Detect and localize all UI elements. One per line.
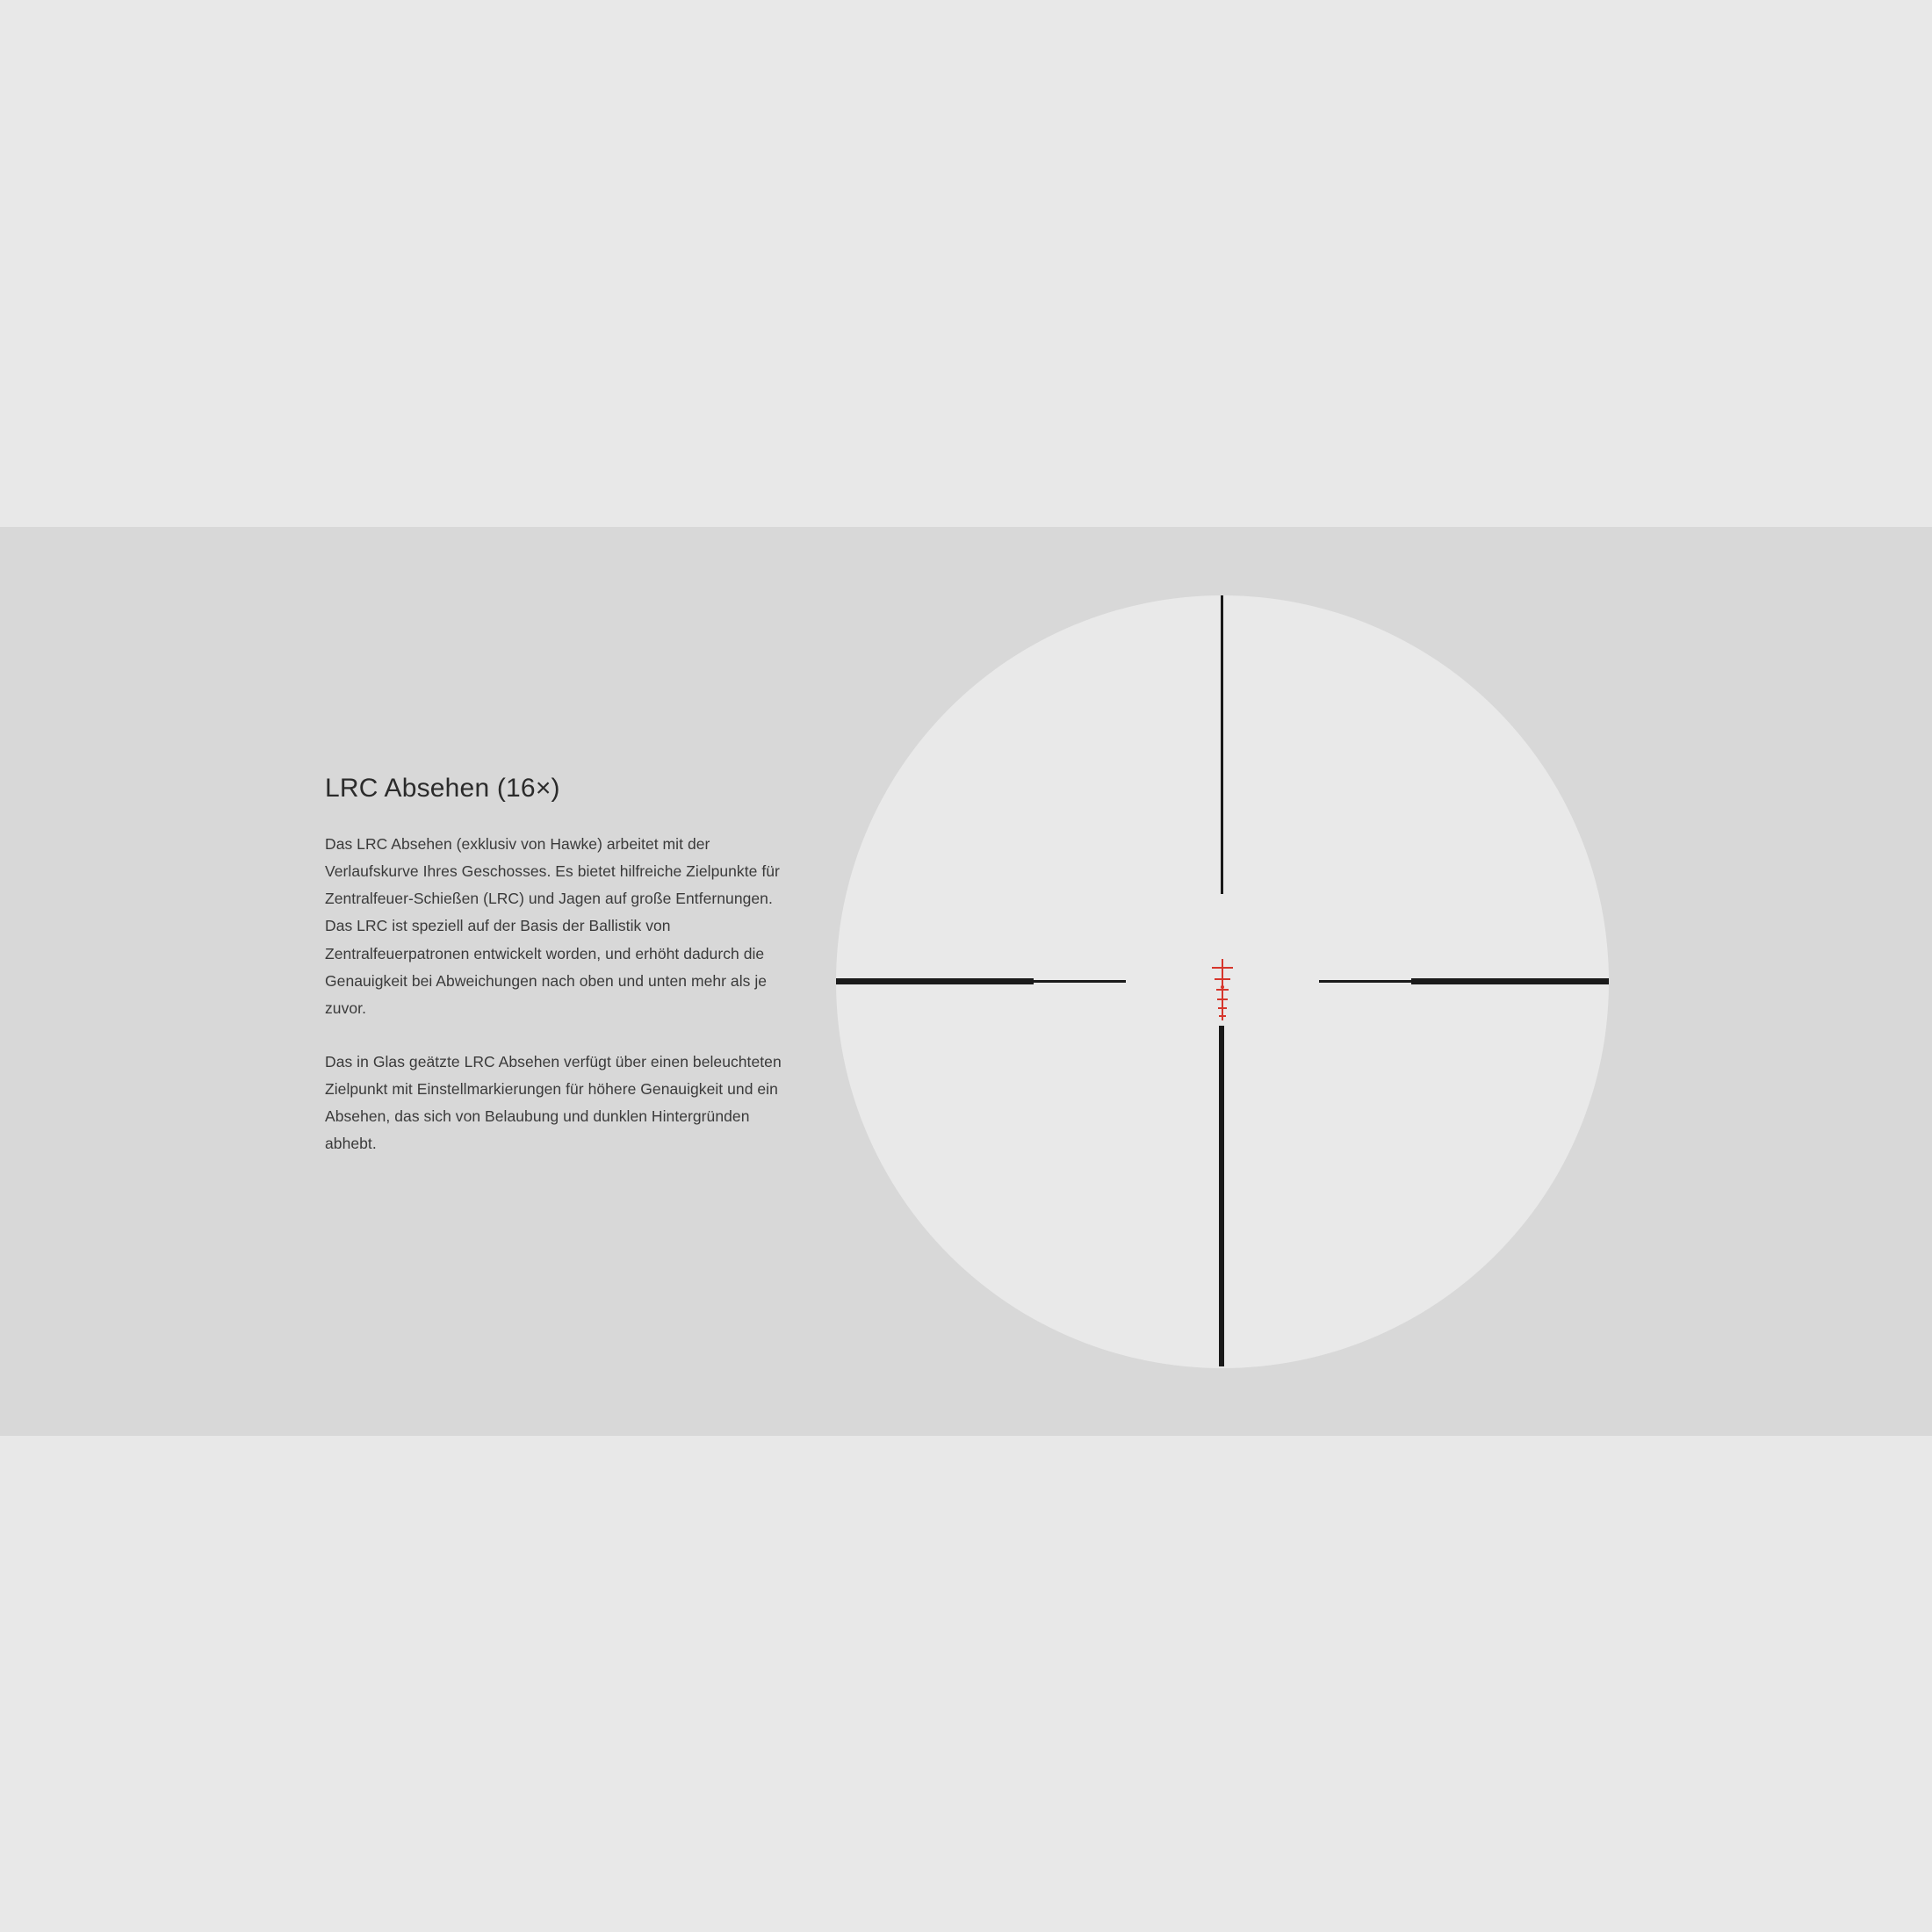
ladder-rung-1 (1212, 967, 1233, 969)
ladder-rung-3 (1216, 989, 1229, 991)
description-column (325, 773, 799, 1158)
ladder-rung-6 (1219, 1015, 1226, 1017)
ladder-center-dot (1221, 985, 1224, 989)
reticle-left-thin-line (1034, 980, 1126, 983)
reticle-left-thick-post (836, 978, 1034, 984)
illuminated-ladder-group (1198, 959, 1247, 1020)
ladder-rung-5 (1218, 1007, 1227, 1009)
ladder-rung-2 (1215, 978, 1230, 980)
reticle-right-thick-post (1411, 978, 1609, 984)
reticle-right-thin-line (1319, 980, 1411, 983)
page-title: LRC Absehen (16×) (325, 774, 560, 803)
description-paragraph-2: Das in Glas geätzte LRC Absehen verfügt über einen beleuchteten Zielpunkt mit Einstellmarkierungen für höhere Genauigkeit und ein Absehen, das sich von Belaubung und dunklen Hintergründen abhebt. (325, 1052, 782, 1153)
description-paragraph-1: Das LRC Absehen (exklusiv von Hawke) arbeitet mit der Verlaufskurve Ihres Geschosses. Es bietet hilfreiche Zielpunkte für Zentralfeuer-Schießen (LRC) und Jagen auf große Entfernungen. Das LRC ist speziell auf der Basis der Ballistik von Zentralfeuerpatronen entwickelt worden, und erhöht dadurch die Genauigkeit bei Abweichungen nach oben und unten mehr als je zuvor. (325, 835, 780, 1017)
ladder-rung-4 (1217, 998, 1228, 1000)
reticle-vertical-bottom-post (1219, 1026, 1224, 1366)
reticle-diagram (836, 595, 1609, 1368)
reticle-vertical-top-stem (1221, 595, 1223, 894)
